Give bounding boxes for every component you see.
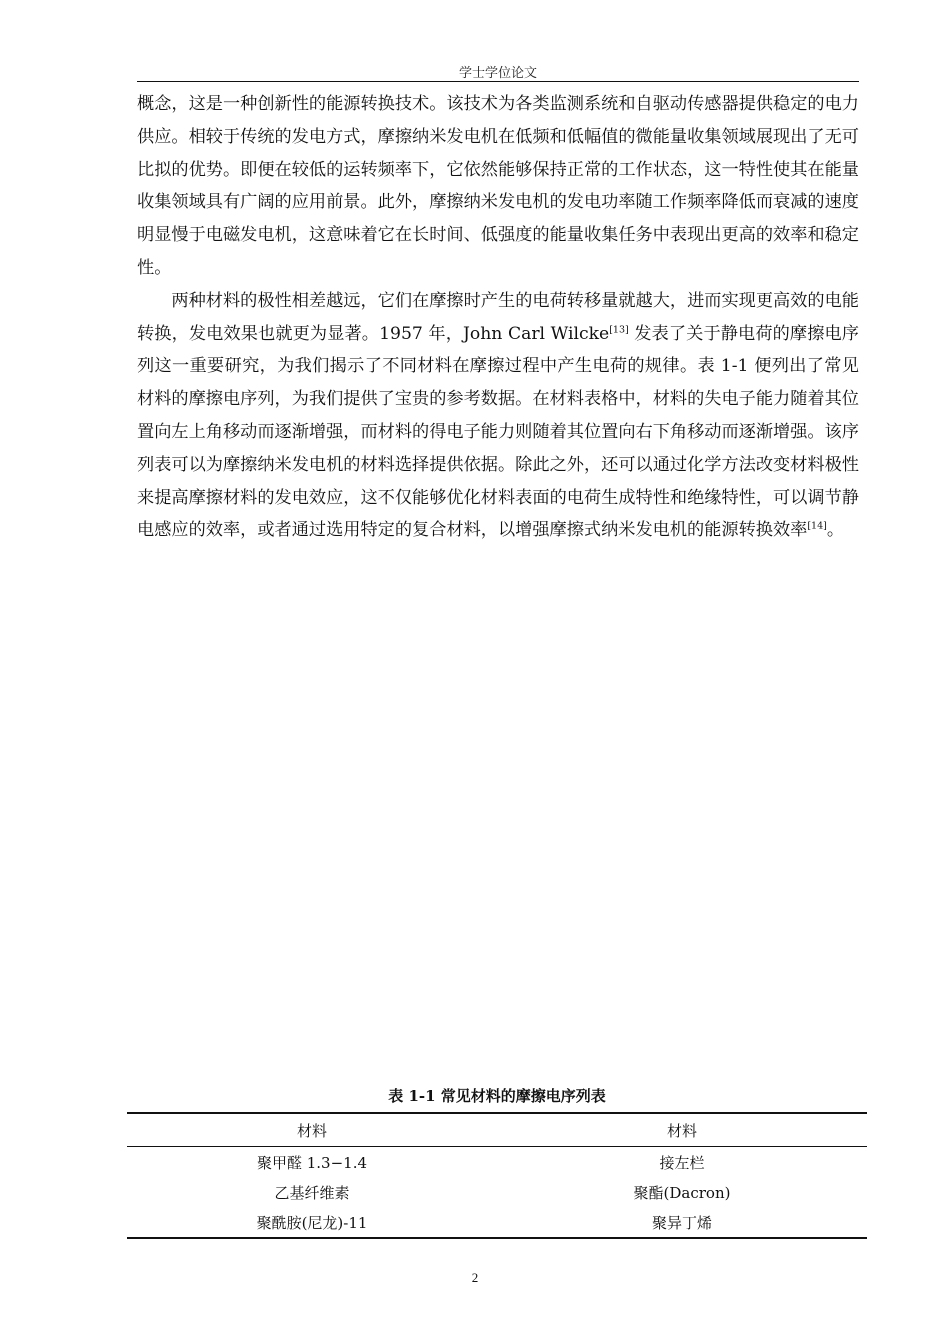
table-caption: 表 1-1 常见材料的摩擦电序列表 (388, 1087, 606, 1105)
table-cell: 聚酰胺(尼龙)-11 (127, 1207, 497, 1238)
table-row (127, 1177, 867, 1207)
table-cell: 聚异丁烯 (497, 1207, 867, 1238)
page-number: 2 (471, 1270, 479, 1285)
citation-14: [14] (807, 520, 827, 532)
table-row (127, 1207, 867, 1238)
body-text (137, 88, 859, 547)
table-cell: 接左栏 (659, 1153, 705, 1172)
paragraph-2 (137, 285, 859, 547)
paragraph-2-end: 。 (826, 520, 845, 541)
table-header-cell: 材料 (497, 1113, 867, 1147)
table-row (127, 1147, 867, 1178)
paragraph-1: 概念，这是一种创新性的能源转换技术。该技术为各类监测系统和自驱动传感器提供稳定的电力供应。相较于传统的发电方式，摩擦纳米发电机在低频和低幅值的微能量收集领域展现出了无可比拟的优势。即便在较低的运转频率下，它依然能够保持正常的工作状态，这一特性使其在能量收集领域具有广阔的应用前景。此外，摩擦纳米发电机的发电功率随工作频率降低而衰减的速度明显慢于电磁发电机，这意味着它在长时间、低强度的能量收集任务中表现出更高的效率和稳定性。 (137, 94, 859, 278)
running-header: 学士学位论文 (458, 66, 537, 81)
table-header-cell: 材料 (127, 1113, 497, 1147)
paragraph-2-text-a: 两种材料的极性相差越远，它们在摩擦时产生的电荷转移量就越大，进而实现更高效的电能转换，发电效果也就更为显著。1957 年，John Carl Wilcke (137, 290, 859, 344)
citation-13: [13] (609, 323, 629, 335)
table-cell: 聚酯(Dacron) (633, 1183, 731, 1202)
table-header-row (127, 1113, 867, 1147)
header-rule (137, 81, 859, 82)
table-cell: 乙基纤维素 (274, 1183, 350, 1202)
triboelectric-series-table (127, 1112, 867, 1239)
paragraph-2-text-b: 发表了关于静电荷的摩擦电序列这一重要研究，为我们揭示了不同材料在摩擦过程中产生电荷的规律。表 1-1 便列出了常见材料的摩擦电序列，为我们提供了宝贵的参考数据。在材料表格中，材料的失电子能力随着其位置向左上角移动而逐渐增强，而材料的得电子能力则随着其位置向右下角移动而逐渐增强。该序列表可以为摩擦纳米发电机的材料选择提供依据。除此之外，还可以通过化学方法改变材料极性来提高摩擦材料的发电效应，这不仅能够优化材料表面的电荷生成特性和绝缘特性，可以调节静电感应的效率，或者通过选用特定的复合材料，以增强摩擦式纳米发电机的能源转换效率 (137, 323, 859, 541)
table-cell: 聚甲醛 1.3−1.4 (256, 1153, 368, 1172)
